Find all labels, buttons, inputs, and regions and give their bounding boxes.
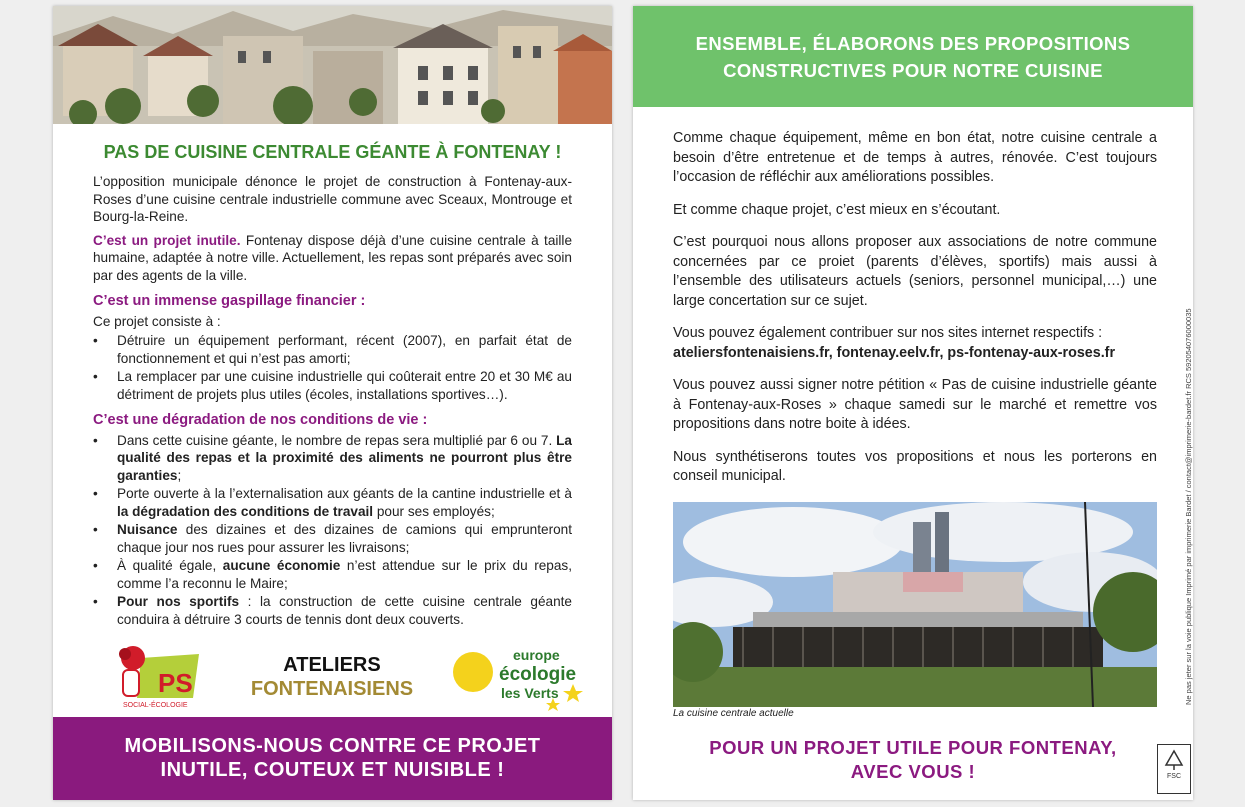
fsc-label: FSC: [1167, 773, 1181, 780]
useless-heading: C’est un projet inutile.: [93, 232, 241, 248]
photo-caption: La cuisine centrale actuelle: [673, 708, 794, 719]
paragraph: Comme chaque équipement, même en bon état, notre cuisine centrale a besoin d’être entretenue et de temps à autres, rénovée. C’est toujours l’occasion de réfléchir aux améliorations possibles.: [673, 130, 1157, 185]
ps-logo-text: PS: [158, 668, 193, 698]
useless-text: Fontenay dispose déjà d’une cuisine centrale à taille humaine, adaptée à notre ville. Actuellement, les repas sont préparés avec soin par des agents de la ville.: [93, 232, 573, 283]
bullet: •: [93, 522, 98, 537]
svg-text:europe: europe: [513, 647, 560, 663]
bullet: •: [93, 558, 98, 573]
paragraph: Vous pouvez aussi signer notre pétition « Pas de cuisine industrielle géante à Fontenay-aux-Roses » chaque samedi sur le marché et remettre vos propositions dans notre boite à idées.: [673, 377, 1157, 432]
town-photo: [53, 6, 612, 124]
right-top-banner: [633, 6, 1193, 107]
party-logos: [53, 640, 612, 714]
intro-paragraph: L’opposition municipale dénonce le projet de construction à Fontenay-aux-Roses d’une cuisine centrale industrielle commune avec Sceaux, Montrouge et Bourg-la-Reine.: [93, 174, 572, 224]
list-item: • Détruire un équipement performant, récent (2007), en parfait état de fonctionnement et qui n’est pas amorti;: [93, 333, 572, 366]
paragraph: Et comme chaque projet, c’est mieux en s’écoutant.: [673, 201, 1001, 218]
list-item: • Porte ouverte à la l’externalisation aux géants de la cantine industrielle et à la dégradation des conditions de travail pour ses employés;: [93, 486, 572, 519]
svg-text:ATELIERS: ATELIERS: [283, 654, 381, 676]
left-banner-line1: MOBILISONS-NOUS CONTRE CE PROJET: [124, 735, 541, 757]
waste-intro: Ce projet consiste à :: [93, 313, 221, 329]
tree-icon: [1163, 749, 1185, 771]
svg-text:les Verts: les Verts: [501, 685, 559, 701]
list-item: • Pour nos sportifs : la construction de cette cuisine centrale géante conduira à détruire 3 courts de tennis dont deux couverts.: [93, 594, 572, 627]
degradation-list: [93, 432, 572, 629]
right-bottom-slogan: [633, 736, 1193, 784]
bullet: •: [93, 369, 98, 384]
right-bottom-line2: AVEC VOUS !: [850, 761, 976, 782]
left-body: [93, 173, 572, 629]
bullet: •: [93, 432, 98, 448]
list-item: • La remplacer par une cuisine industrielle qui coûterait entre 20 et 30 M€ au détriment de projets plus utiles (écoles, installations sportives…).: [93, 369, 572, 402]
paragraph: C’est pourquoi nous allons proposer aux associations de notre commune concernées par ce proiet (parents d’élèves, sportifs) mais aussi à l’ensemble des utilisateurs actuels (seniors, personnel municipal,…) une large concertation sur ce sujet.: [673, 234, 1157, 309]
printer-side-text: Ne pas jeter sur la voie publique Imprimé par imprimerie Bardet / contact@imprimerie-bardet.fr RCS 592054076000035: [1184, 308, 1193, 705]
left-bottom-banner: [53, 717, 612, 800]
useless-paragraph: [93, 232, 572, 285]
list-item: • Dans cette cuisine géante, le nombre de repas sera multiplié par 6 ou 7. La qualité des repas et la proximité des aliments ne pourront plus être garanties;: [93, 432, 572, 483]
ateliers-logo: [251, 654, 413, 700]
waste-heading: C’est un immense gaspillage financier :: [93, 293, 366, 309]
right-banner-line1: ENSEMBLE, ÉLABORONS DES PROPOSITIONS: [695, 33, 1131, 54]
right-page: [633, 6, 1193, 800]
left-banner-line2: INUTILE, COUTEUX ET NUISIBLE !: [160, 759, 505, 781]
ps-logo-sub: SOCIAL-ÉCOLOGIE: [123, 702, 188, 709]
websites-list: ateliersfontenaisiens.fr, fontenay.eelv.fr, ps-fontenay-aux-roses.fr: [673, 344, 1116, 361]
degradation-heading: C’est une dégradation de nos conditions de vie :: [93, 412, 428, 428]
right-body: [673, 129, 1157, 500]
right-banner-line2: CONSTRUCTIVES POUR NOTRE CUISINE: [723, 60, 1103, 81]
kitchen-photo: [673, 502, 1157, 707]
websites-paragraph: Vous pouvez également contribuer sur nos sites internet respectifs : ateliersfontenaisiens.fr, fontenay.eelv.fr, ps-fontenay-aux-roses.fr: [673, 325, 1116, 361]
list-item: • Nuisance des dizaines et des dizaines de camions qui emprunteront chaque jour nos rues pour assurer les livraisons;: [93, 522, 572, 555]
fsc-logo: [1157, 744, 1191, 794]
left-page: [53, 6, 612, 800]
paragraph: Nous synthétiserons toutes vos propositions et nous les porterons en conseil municipal.: [673, 448, 1157, 484]
left-title: PAS DE CUISINE CENTRALE GÉANTE À FONTENAY !: [103, 142, 562, 162]
bullet: •: [93, 486, 98, 501]
ps-logo: [119, 646, 199, 709]
list-item: • À qualité égale, aucune économie n’est attendue sur le prix du repas, comme l’a reconnu le Maire;: [93, 558, 572, 591]
svg-text:écologie: écologie: [499, 664, 577, 685]
waste-list: [93, 332, 572, 403]
eelv-logo: [453, 647, 583, 711]
bullet: •: [93, 594, 98, 609]
svg-text:FONTENAISIENS: FONTENAISIENS: [250, 678, 414, 700]
right-bottom-line1: POUR UN PROJET UTILE POUR FONTENAY,: [709, 737, 1117, 758]
bullet: •: [93, 333, 98, 348]
